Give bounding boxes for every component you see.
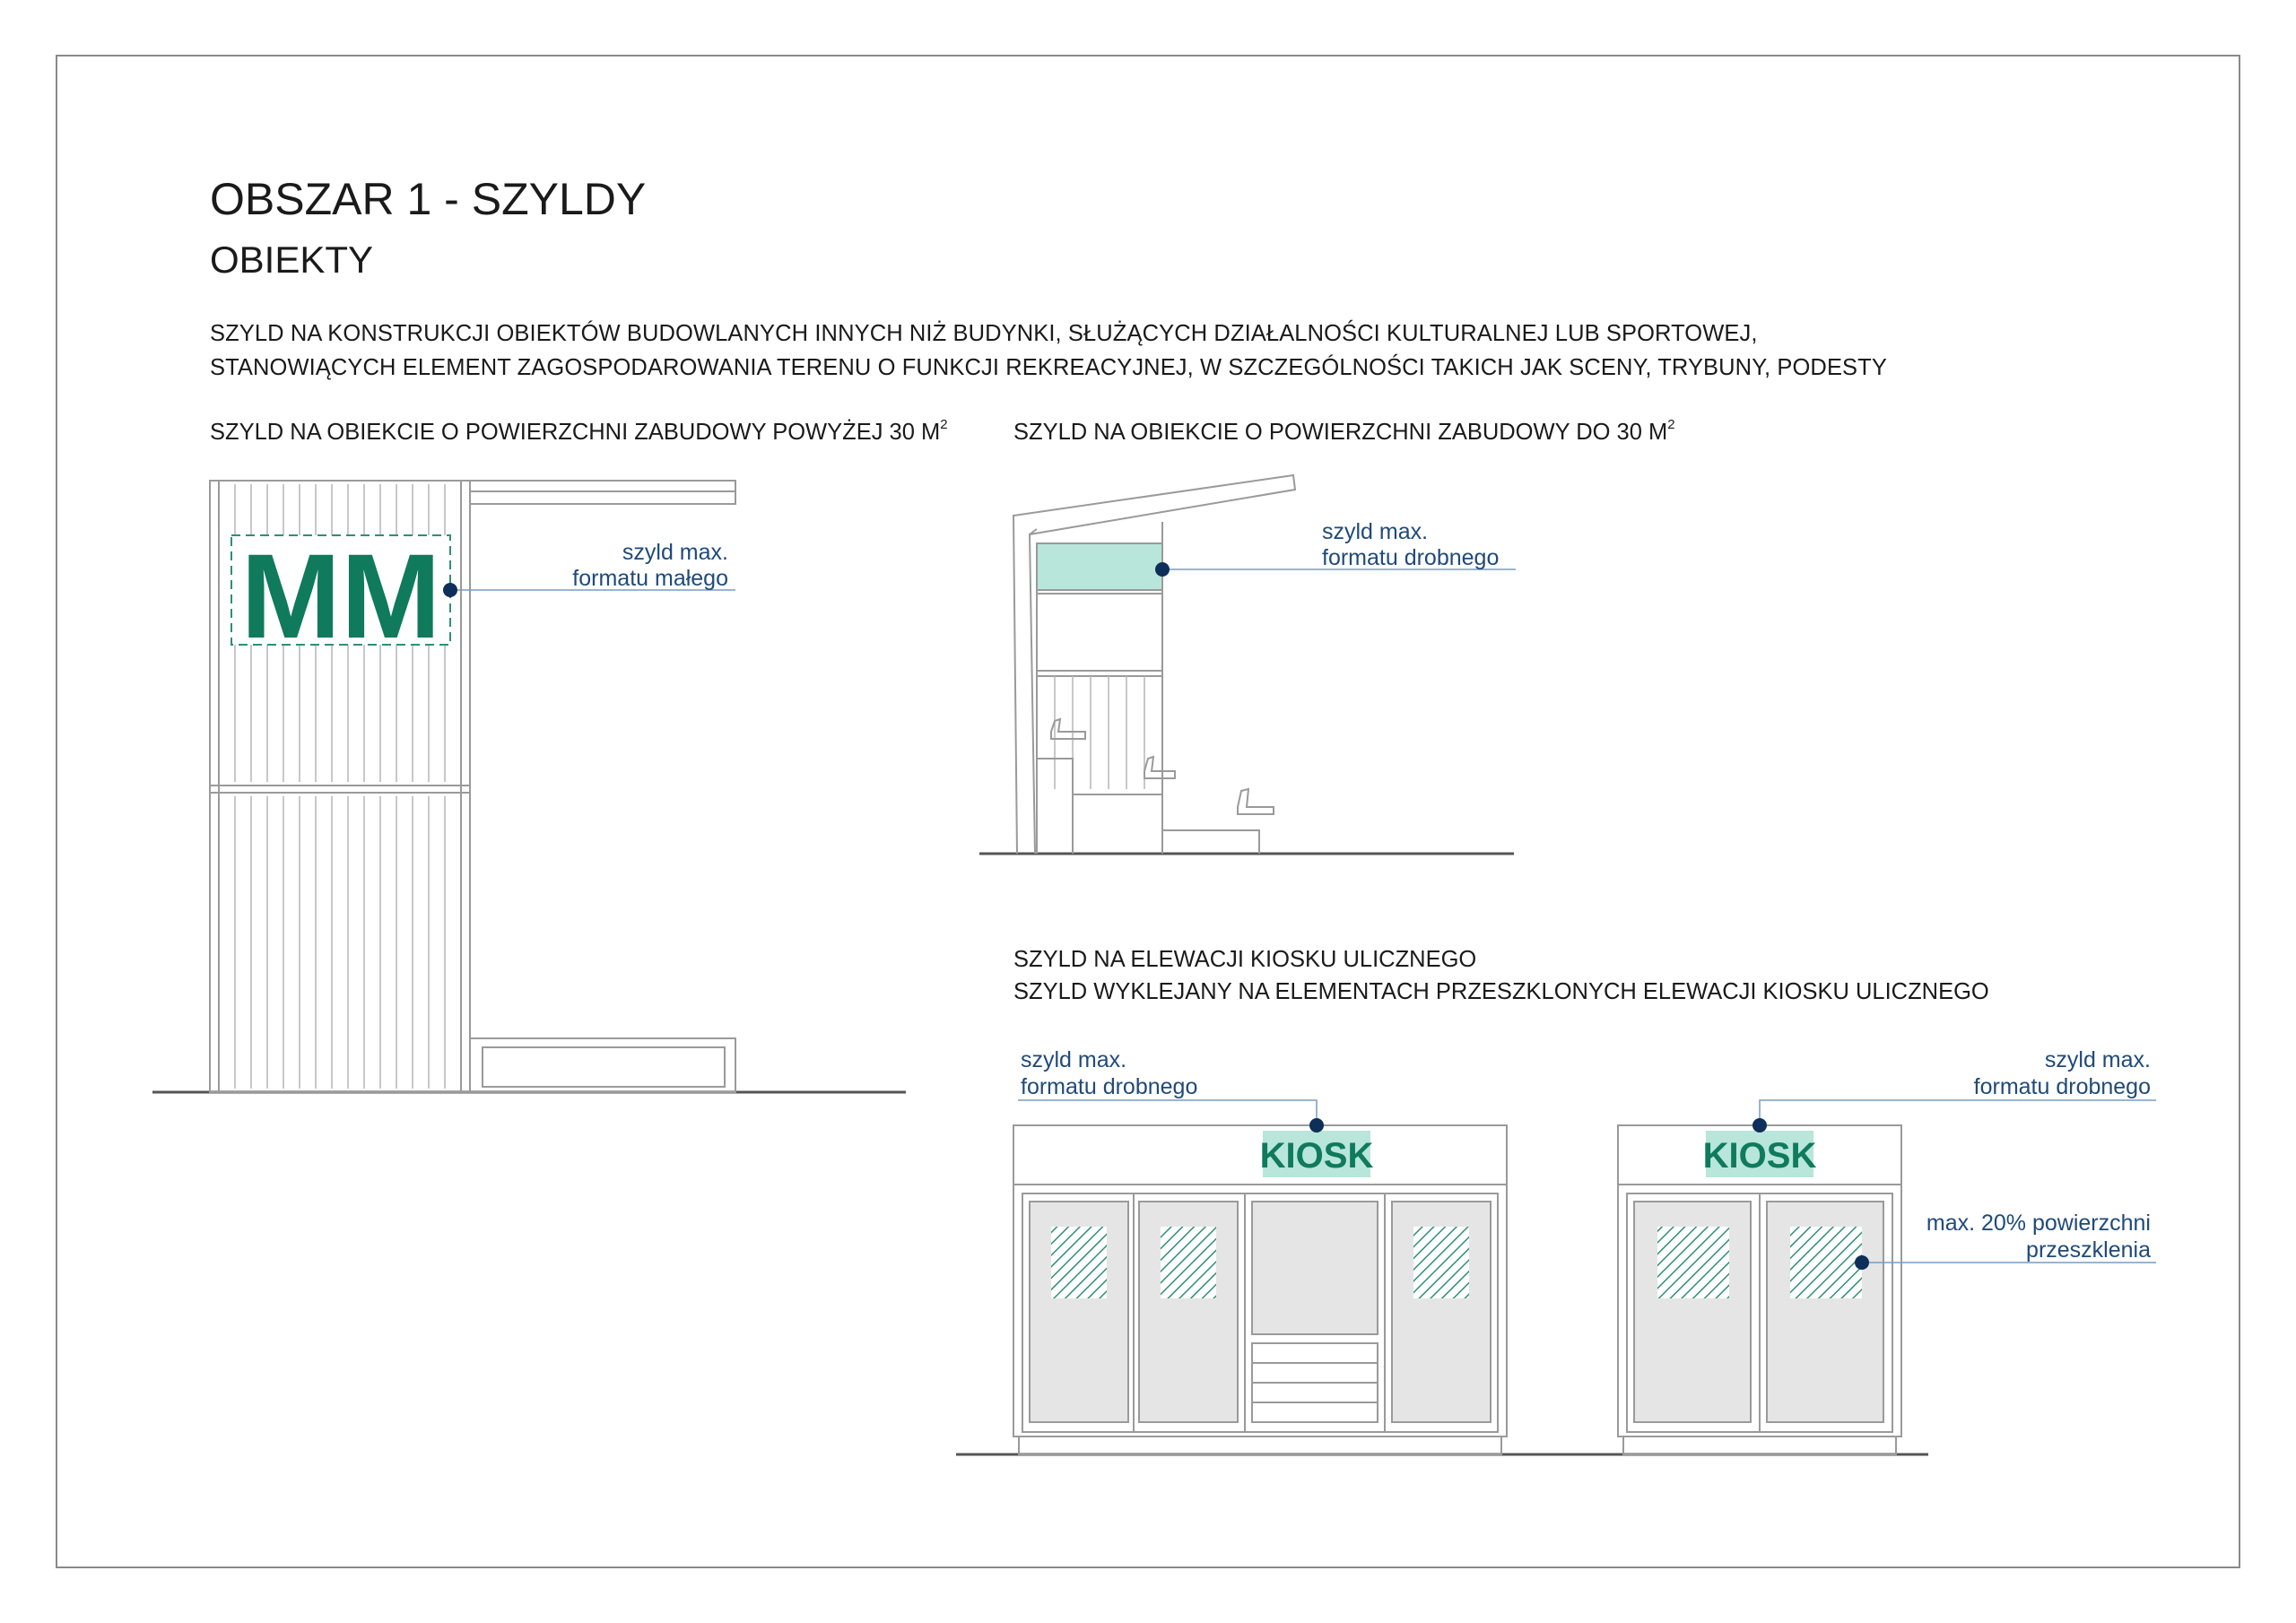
kiosk-sign-text: KIOSK [1259, 1136, 1374, 1176]
callout-dot [1155, 562, 1170, 577]
page-subtitle: OBIEKTY [210, 239, 374, 281]
section-heading-kiosk-2: SZYLD WYKLEJANY NA ELEMENTACH PRZESZKLONYCH ELEWACJI KIOSKU ULICZNEGO [1013, 979, 1989, 1004]
kiosk-right-callout-line-1: szyld max. [2044, 1047, 2151, 1072]
page-title: OBSZAR 1 - SZYLDY [210, 174, 647, 224]
small-sign-area [1037, 543, 1162, 590]
kiosk-sign-text: KIOSK [1702, 1136, 1817, 1176]
callout-dot [1855, 1255, 1869, 1270]
callout-small-line-1: szyld max. [1322, 519, 1429, 544]
steps [1037, 759, 1259, 854]
callout-line [1760, 1100, 2156, 1125]
glass-callout-line-1: max. 20% powierzchni [1926, 1211, 2151, 1236]
seat [1238, 789, 1274, 814]
section-heading-kiosk-1: SZYLD NA ELEWACJI KIOSKU ULICZNEGO [1013, 947, 1477, 972]
glass-sign-hatch [1051, 1227, 1107, 1298]
callout-large-line-2: formatu małego [572, 566, 728, 591]
glass-sign-hatch [1790, 1227, 1862, 1298]
intro-line-2: STANOWIĄCYCH ELEMENT ZAGOSPODAROWANIA TERENU O FUNKCJI REKREACYJNEJ, W SZCZEGÓLNOŚCI TAKICH JAK SCENY, TRYBUNY, PODESTY [210, 355, 1887, 380]
seat [1144, 757, 1175, 778]
glass-sign-hatch [1161, 1227, 1216, 1298]
seat [1051, 719, 1085, 739]
grandstand-drawing [979, 475, 1514, 854]
kiosk-right-callout-line-2: formatu drobnego [1973, 1074, 2151, 1099]
roof-profile [1013, 475, 1295, 854]
callout-small-line-2: formatu drobnego [1322, 545, 1500, 570]
glass-sign-hatch [1413, 1227, 1469, 1298]
callout-dot [1752, 1118, 1767, 1133]
kiosk-left-callout-line-1: szyld max. [1021, 1047, 1127, 1072]
callout-dot [443, 583, 457, 597]
glass-callout-line-2: przeszklenia [2026, 1237, 2151, 1263]
callout-dot [1309, 1118, 1324, 1133]
superscript: 2 [940, 417, 948, 432]
callout-large-line-1: szyld max. [622, 540, 728, 565]
glass-sign-hatch [1657, 1227, 1729, 1298]
callout-line [1018, 1100, 1317, 1125]
section-heading-large-text: SZYLD NA OBIEKCIE O POWIERZCHNI ZABUDOWY POWYŻEJ 30 M [210, 420, 941, 445]
mm-sign-text: MM [240, 530, 441, 664]
superscript: 2 [1667, 417, 1675, 432]
section-heading-small-text: SZYLD NA OBIEKCIE O POWIERZCHNI ZABUDOWY DO 30 M [1013, 420, 1668, 445]
intro-line-1: SZYLD NA KONSTRUKCJI OBIEKTÓW BUDOWLANYCH INNYCH NIŻ BUDYNKI, SŁUŻĄCYCH DZIAŁALNOŚCI KULTURALNEJ LUB SPORTOWEJ, [210, 321, 1758, 346]
kiosk-left-callout-line-2: formatu drobnego [1021, 1074, 1198, 1099]
